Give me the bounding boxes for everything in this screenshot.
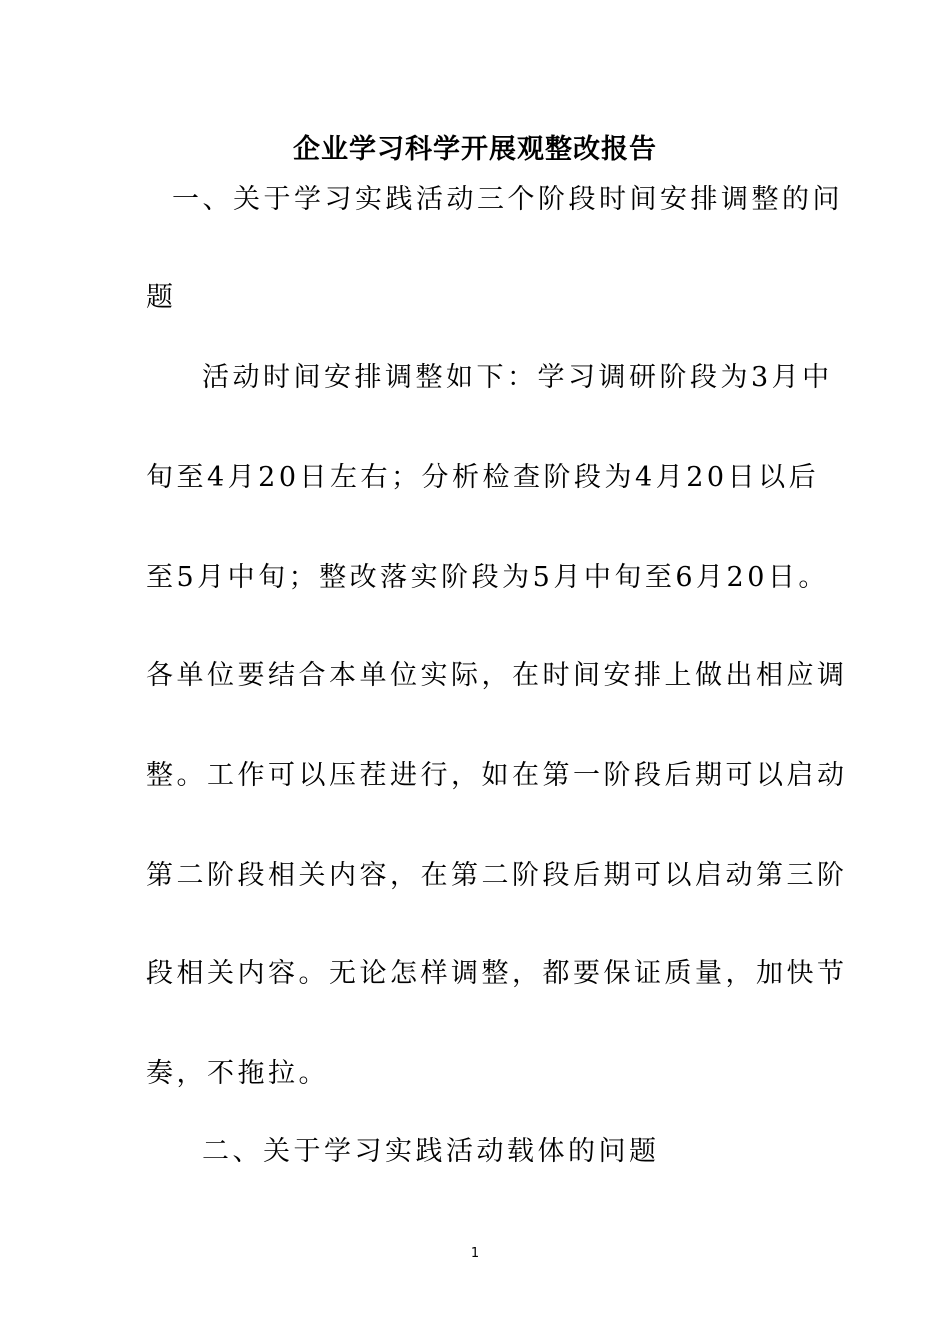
section1-heading-line2: 题: [146, 282, 177, 313]
paragraph1-line4: 各单位要结合本单位实际，在时间安排上做出相应调: [146, 660, 848, 691]
paragraph1-line2: 旬至4月20日左右；分析检查阶段为4月20日以后: [146, 462, 820, 493]
document-title: 企业学习科学开展观整改报告: [293, 134, 657, 165]
paragraph1-line8: 奏，不拖拉。: [146, 1058, 329, 1089]
section2-heading: 二、关于学习实践活动载体的问题: [202, 1136, 660, 1167]
page-number: 1: [470, 1246, 480, 1261]
paragraph1-line6: 第二阶段相关内容，在第二阶段后期可以启动第三阶: [146, 860, 848, 891]
paragraph1-line1: 活动时间安排调整如下：学习调研阶段为3月中: [202, 362, 833, 393]
paragraph1-line7: 段相关内容。无论怎样调整，都要保证质量，加快节: [146, 958, 848, 989]
paragraph1-line3: 至5月中旬；整改落实阶段为5月中旬至6月20日。: [146, 562, 829, 593]
section1-heading-line1: 一、关于学习实践活动三个阶段时间安排调整的问: [172, 184, 843, 215]
paragraph1-line5: 整。工作可以压茬进行，如在第一阶段后期可以启动: [146, 760, 848, 791]
